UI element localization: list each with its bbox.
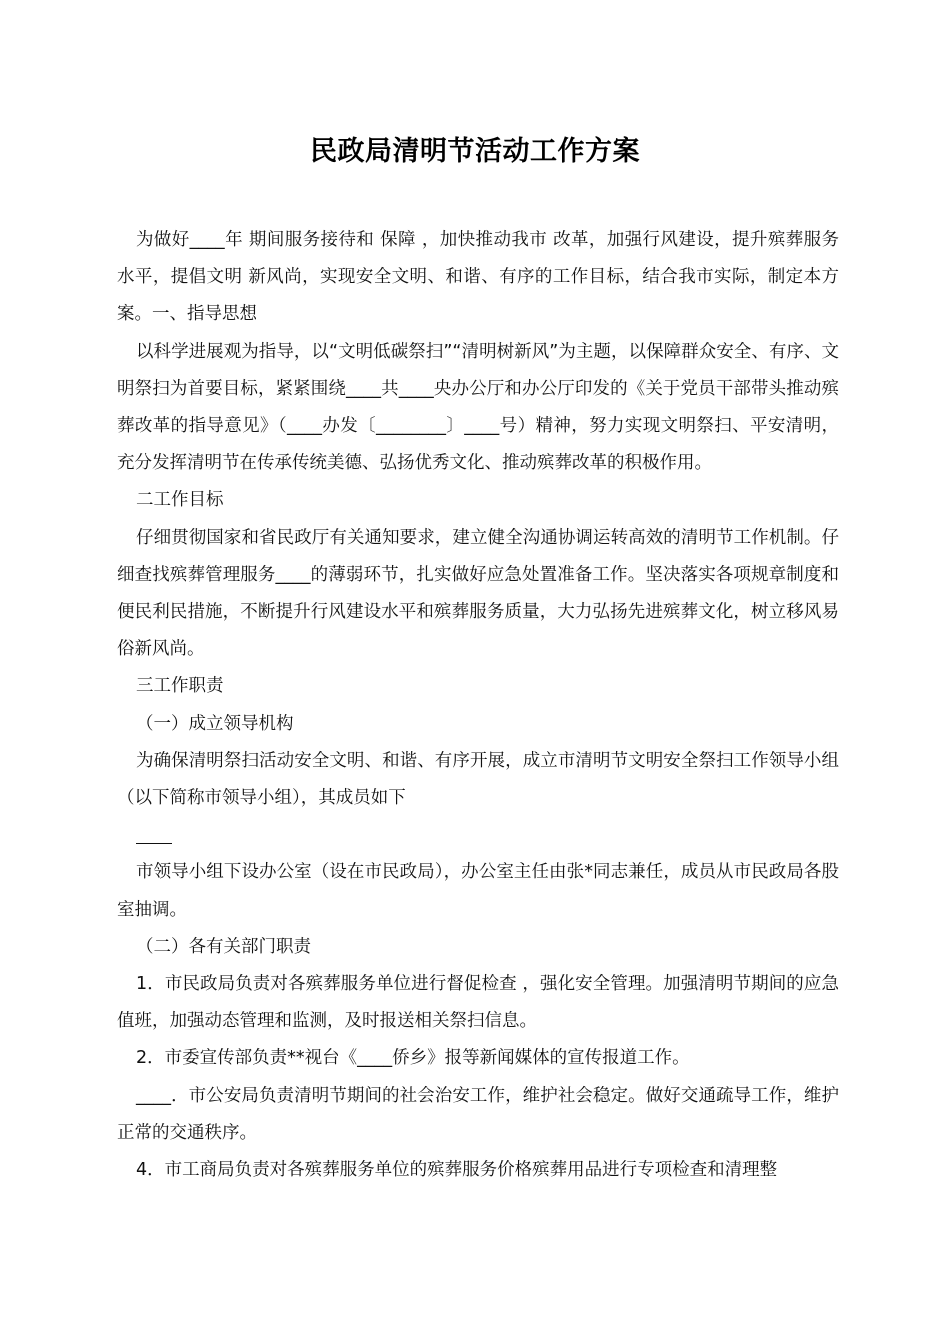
duty-heading: 三工作职责 xyxy=(136,676,224,697)
member-list-blank xyxy=(117,817,839,854)
duty-item-3: ____．市公安局负责清明节期间的社会治安工作，维护社会稳定。做好交通疏导工作，维护正常的交通秩序。 xyxy=(117,1085,839,1143)
sub1-paragraph: 为确保清明祭扫活动安全文明、和谐、有序开展，成立市清明节文明安全祭扫工作领导小组（以下简称市领导小组），其成员如下 xyxy=(117,750,839,809)
duty-item-4: 4．市工商局负责对各殡葬服务单位的殡葬服务价格殡葬用品进行专项检查和清理整 xyxy=(136,1160,778,1181)
sub2-heading: （二）各有关部门职责 xyxy=(136,936,311,957)
guiding-paragraph: 以科学进展观为指导，以“文明低碳祭扫”“清明树新风”为主题，以保障群众安全、有序、文明祭扫为首要目标，紧紧围绕____共____央办公厅和办公厅印发的《关于党员干部带头推动殡葬改革的指导意见》（____办发〔________〕____号）精神，努力实现文明祭扫、平安清明，充分发挥清明节在传承传统美德、弘扬优秀文化、推动殡葬改革的积极作用。 xyxy=(117,341,839,474)
document-title: 民政局清明节活动工作方案 xyxy=(310,136,640,167)
duty-item-1: 1．市民政局负责对各殡葬服务单位进行督促检查 ，强化安全管理。加强清明节期间的应急值班，加强动态管理和监测，及时报送相关祭扫信息。 xyxy=(117,974,839,1032)
sub1-heading: （一）成立领导机构 xyxy=(136,713,294,734)
duty-item-2: 2．市委宣传部负责**视台《____侨乡》报等新闻媒体的宣传报道工作。 xyxy=(136,1048,690,1069)
intro-paragraph: 为做好____年 期间服务接待和 保障 ，加快推动我市 改革，加强行风建设，提升殡葬服务水平，提倡文明 新风尚，实现安全文明、和谐、有序的工作目标，结合我市实际，制定本方案。一、指导思想 xyxy=(117,230,839,325)
office-paragraph: 市领导小组下设办公室（设在市民政局），办公室主任由张*同志兼任，成员从市民政局各股室抽调。 xyxy=(117,862,839,920)
blank-rule xyxy=(136,843,172,844)
document-body xyxy=(117,222,839,1189)
goal-paragraph: 仔细贯彻国家和省民政厅有关通知要求，建立健全沟通协调运转高效的清明节工作机制。仔细查找殡葬管理服务____的薄弱环节，扎实做好应急处置准备工作。坚决落实各项规章制度和便民利民措施，不断提升行风建设水平和殡葬服务质量，大力弘扬先进殡葬文化，树立移风易俗新风尚。 xyxy=(117,527,839,660)
goal-heading: 二工作目标 xyxy=(136,490,224,511)
